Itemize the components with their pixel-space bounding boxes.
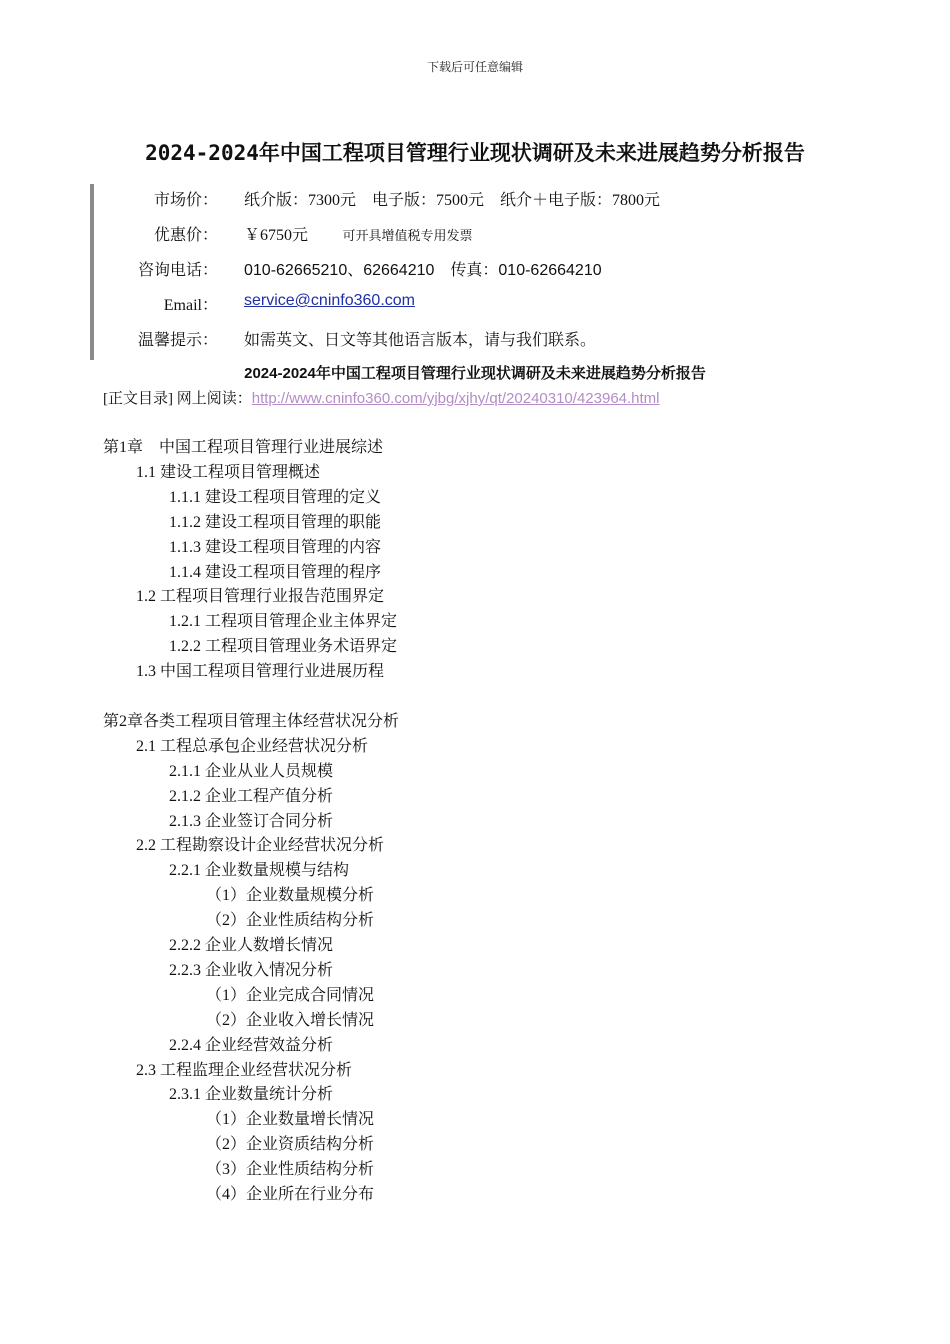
- toc-item: 2.2 工程勘察设计企业经营状况分析: [136, 837, 385, 855]
- phone-label: 咨询电话：: [137, 262, 218, 279]
- toc-item: （3）企业性质结构分析: [206, 1161, 375, 1179]
- toc-item: 2.1.1 企业从业人员规模: [169, 762, 334, 780]
- discount-value-text: ￥6750元: [244, 227, 309, 244]
- toc-chapter: 第2章各类工程项目管理主体经营状况分析: [103, 712, 400, 730]
- read-online-label: [正文目录] 网上阅读：: [103, 391, 252, 407]
- toc-chapter: 第1章 中国工程项目管理行业进展综述: [103, 439, 384, 456]
- phone-value: 010-62665210、62664210 传真：010-62664210: [244, 262, 602, 279]
- toc-item: 1.1.2 建设工程项目管理的职能: [169, 513, 382, 531]
- toc-item: （2）企业资质结构分析: [206, 1136, 375, 1154]
- toc-item: （2）企业性质结构分析: [206, 912, 375, 930]
- tip-label: 温馨提示：: [137, 332, 218, 349]
- toc-item: 1.1.4 建设工程项目管理的程序: [169, 563, 382, 581]
- email-link[interactable]: service@cninfo360.com: [244, 292, 415, 309]
- toc-item: 2.3.1 企业数量统计分析: [169, 1086, 334, 1104]
- price-label: 市场价：: [153, 192, 218, 209]
- toc-item: （1）企业完成合同情况: [206, 986, 375, 1004]
- toc-item: （4）企业所在行业分布: [206, 1186, 375, 1203]
- toc-item: 1.2.1 工程项目管理企业主体界定: [169, 613, 398, 631]
- toc-item: 2.1 工程总承包企业经营状况分析: [136, 737, 369, 755]
- tip-value: [244, 327, 596, 350]
- toc-item: 1.2.2 工程项目管理业务术语界定: [169, 638, 398, 656]
- read-online-line: [103, 387, 660, 408]
- toc-item: 1.1.1 建设工程项目管理的定义: [169, 488, 382, 506]
- invoice-note: 可开具增值税专用发票: [342, 228, 473, 243]
- report-subtitle: 2024-2024年中国工程项目管理行业现状调研及未来进展趋势分析报告: [244, 365, 706, 382]
- toc-item: 1.1 建设工程项目管理概述: [136, 463, 321, 481]
- read-online-link[interactable]: http://www.cninfo360.com/yjbg/xjhy/qt/20240310/423964.html: [251, 390, 660, 407]
- email-label: Email：: [163, 297, 218, 314]
- header-note: 下载后可任意编辑: [426, 60, 523, 74]
- toc-item: （1）企业数量增长情况: [206, 1111, 375, 1129]
- toc-item: （2）企业收入增长情况: [206, 1011, 375, 1029]
- document-title: 2024-2024年中国工程项目管理行业现状调研及未来进展趋势分析报告: [145, 141, 805, 165]
- toc-item: 2.2.4 企业经营效益分析: [169, 1036, 334, 1054]
- email-value: [244, 292, 415, 310]
- toc-item: 2.2.2 企业人数增长情况: [169, 937, 334, 954]
- tip-value-text: 如需英文、日文等其他语言版本，请与我们联系。: [244, 332, 597, 349]
- toc-item: 2.2.1 企业数量规模与结构: [169, 862, 350, 880]
- toc-item: 1.2 工程项目管理行业报告范围界定: [136, 588, 385, 606]
- toc-item: 2.1.2 企业工程产值分析: [169, 787, 334, 805]
- toc-item: 1.3 中国工程项目管理行业进展历程: [136, 663, 385, 681]
- toc-item: 2.2.3 企业收入情况分析: [169, 961, 334, 979]
- toc-item: （1）企业数量规模分析: [206, 887, 375, 905]
- toc-item: 2.1.3 企业签订合同分析: [169, 812, 334, 830]
- toc-item: 1.1.3 建设工程项目管理的内容: [169, 538, 382, 556]
- price-value-text: 纸介版：7300元 电子版：7500元 纸介＋电子版：7800元: [244, 192, 661, 209]
- discount-value: [244, 222, 472, 245]
- discount-label: 优惠价：: [153, 227, 218, 244]
- price-value: [244, 187, 660, 210]
- toc-item: 2.3 工程监理企业经营状况分析: [136, 1061, 353, 1079]
